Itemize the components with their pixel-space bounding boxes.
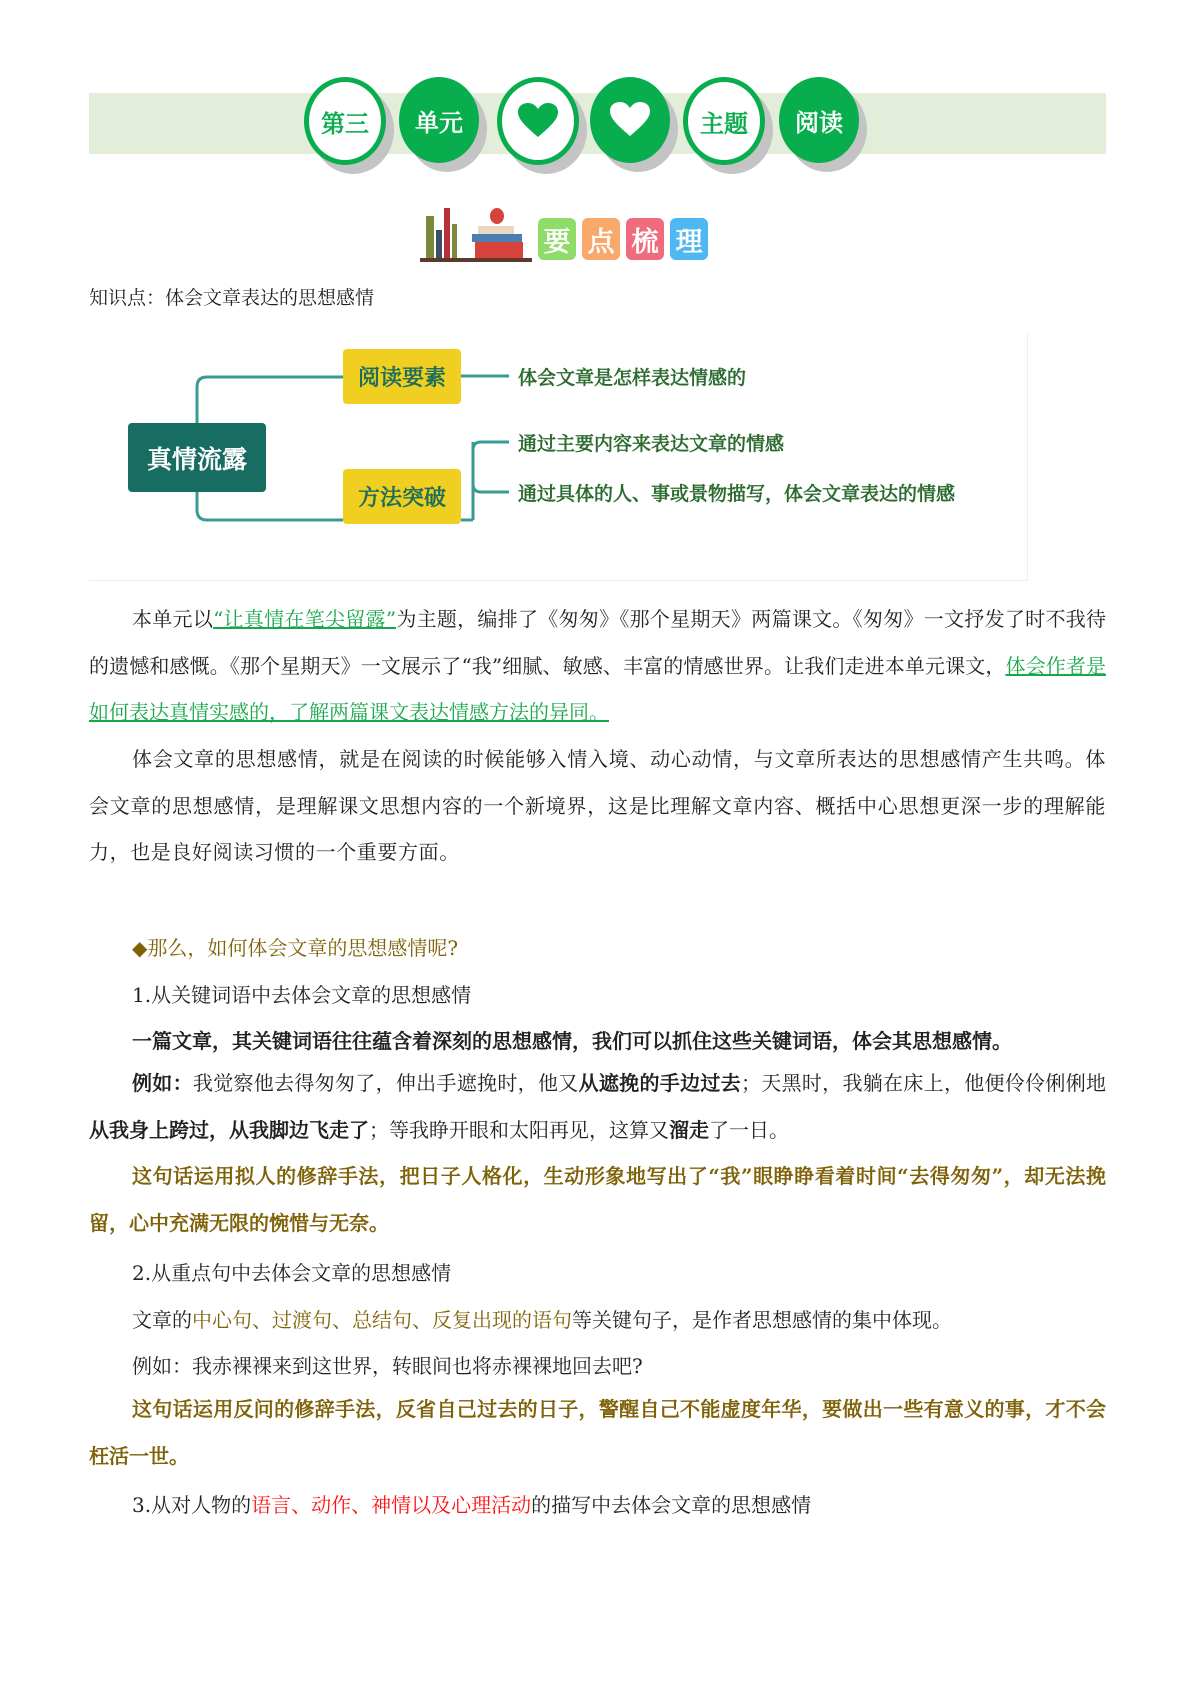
books-icon	[420, 208, 532, 260]
section-1-lead: 一篇文章，其关键词语往往蕴含着深刻的思想感情，我们可以抓住这些关键词语，体会其思想感情。	[132, 1029, 1012, 1053]
mind-map	[89, 332, 1028, 581]
example-label: 例如：	[132, 1071, 193, 1095]
header-circle-theme: 主题	[683, 77, 765, 165]
text: 本单元以	[132, 607, 214, 631]
mind-map-branch: 阅读要素	[343, 349, 461, 404]
mind-map-leaf: 体会文章是怎样表达情感的	[518, 367, 747, 389]
text: 为主题，编排了《匆匆》《那个星期天》两篇课文。《匆匆》一文抒发了时不我待的遗憾和感慨。《那个星期天》一文展示了“我”细腻、敏感、丰富的情感世界。让我们走进本单元课文，	[89, 607, 1106, 678]
key-points-banner	[420, 205, 708, 260]
section-2-lead	[132, 1304, 952, 1333]
heart-icon	[497, 77, 579, 165]
mind-map-leaf: 通过具体的人、事或景物描写，体会文章表达的情感	[518, 483, 956, 505]
text: 从遮挽的手边过去	[578, 1071, 741, 1095]
mind-map-root: 真情流露	[128, 423, 266, 492]
section-1-analysis: 这句话运用拟人的修辞手法，把日子人格化，生动形象地写出了“我”眼睁睁看着时间“去得匆匆”，却无法挽留，心中充满无限的惋惜与无奈。	[89, 1164, 1106, 1235]
text: 的描写中去体会文章的思想感情	[531, 1493, 812, 1517]
text: 我觉察他去得匆匆了，伸出手遮挽时，他又	[192, 1071, 579, 1095]
description-types-highlight: 语言、动作、神情以及心理活动	[251, 1493, 532, 1517]
section-3-title	[132, 1489, 811, 1518]
intro-paragraph	[89, 596, 1106, 736]
theme-highlight: “让真情在笔尖留露”	[213, 607, 397, 631]
text: 等关键句子，是作者思想感情的集中体现。	[572, 1308, 952, 1332]
text: 文章的	[132, 1308, 192, 1332]
header-circle-unit: 单元	[399, 77, 479, 163]
banner-tile: 理	[670, 218, 708, 260]
section-1-example	[89, 1060, 1106, 1153]
goal-highlight: 体会作者是如何表达真情实感的，了解两篇课文表达情感方法的异同。	[89, 653, 1106, 724]
header-circle-unit-number: 第三	[304, 77, 386, 165]
text: 溜走	[669, 1117, 709, 1142]
section-2-example: 例如：我赤裸裸来到这世界，转眼间也将赤裸裸地回去吧?	[132, 1354, 643, 1378]
text: 3.从对人物的	[132, 1493, 252, 1517]
explanation-paragraph: 体会文章的思想感情，就是在阅读的时候能够入情入境、动心动情，与文章所表达的思想感情产生共鸣。体会文章的思想感情，是理解课文思想内容的一个新境界，这是比理解文章内容、概括中心思想更深一步的理解能力，也是良好阅读习惯的一个重要方面。	[89, 747, 1106, 864]
mind-map-branch: 方法突破	[343, 469, 461, 524]
text: 了一日。	[709, 1117, 789, 1142]
heart-icon	[590, 77, 670, 163]
text: ；等我睁开眼和太阳再见，这算又	[369, 1117, 669, 1142]
banner-tile: 梳	[626, 218, 664, 260]
header-circle-reading: 阅读	[779, 77, 859, 163]
mind-map-leaf: 通过主要内容来表达文章的情感	[518, 433, 785, 455]
text: ；天黑时，我躺在床上，他便伶伶俐俐地	[740, 1071, 1107, 1095]
text: 从我身上跨过，从我脚边飞走了	[89, 1117, 369, 1142]
section-2-analysis: 这句话运用反问的修辞手法，反省自己过去的日子，警醒自己不能虚度年华，要做出一些有意义的事，才不会枉活一世。	[89, 1397, 1106, 1468]
key-sentences-highlight: 中心句、过渡句、总结句、反复出现的语句	[192, 1308, 572, 1332]
question-heading: ◆那么，如何体会文章的思想感情呢?	[132, 936, 459, 960]
section-2-title: 2.从重点句中去体会文章的思想感情	[132, 1261, 452, 1285]
banner-tile: 点	[582, 218, 620, 260]
knowledge-point-heading: 知识点：体会文章表达的思想感情	[89, 287, 375, 309]
banner-tile: 要	[538, 218, 576, 260]
section-1-title: 1.从关键词语中去体会文章的思想感情	[132, 983, 472, 1007]
